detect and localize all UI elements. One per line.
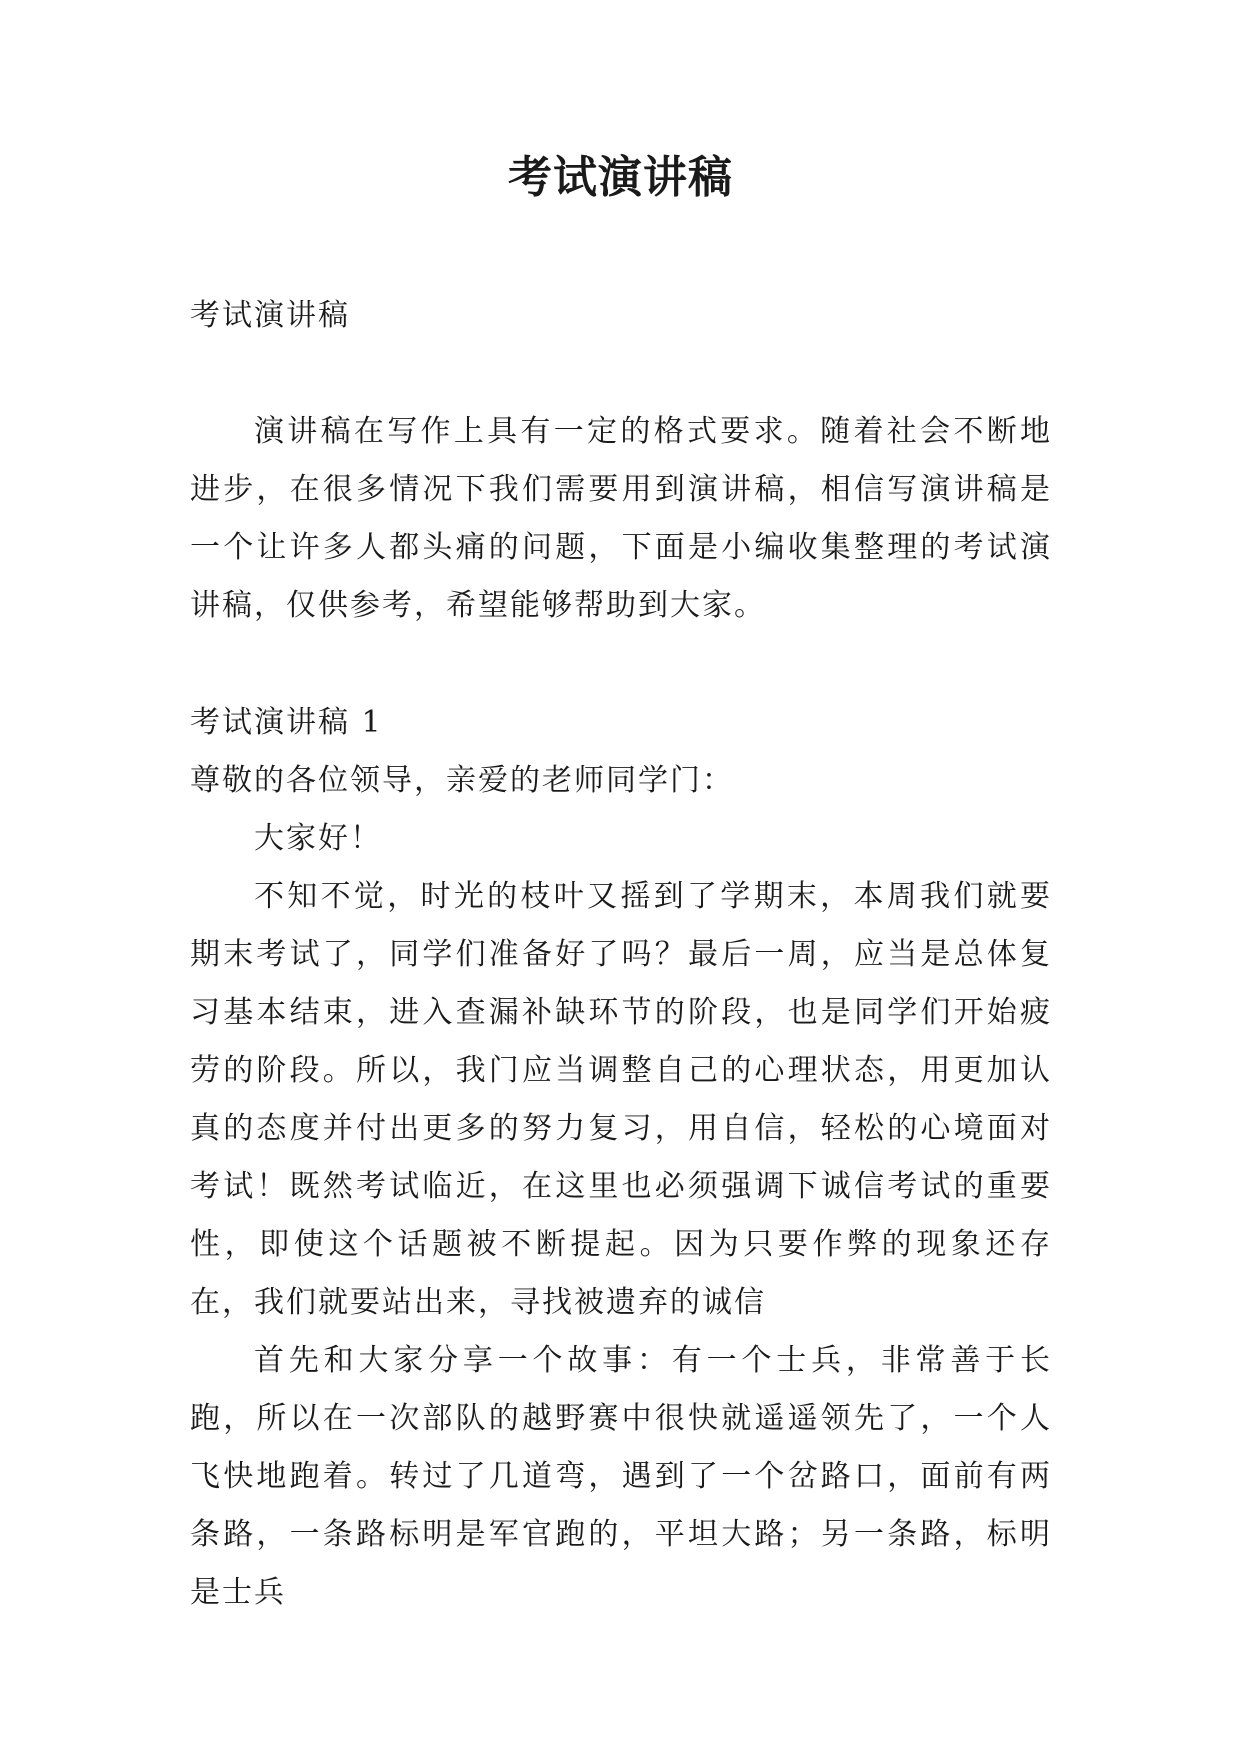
intro-paragraph: 演讲稿在写作上具有一定的格式要求。随着社会不断地进步，在很多情况下我们需要用到演讲稿，相信写演讲稿是一个让许多人都头痛的问题，下面是小编收集整理的考试演讲稿，仅供参考，希望能够帮助到大家。 xyxy=(190,414,1052,623)
document-title: 考试演讲稿 xyxy=(508,152,733,203)
document-subtitle: 考试演讲稿 xyxy=(190,298,350,333)
speech-heading: 考试演讲稿 1 xyxy=(190,705,383,740)
speech-paragraph: 首先和大家分享一个故事：有一个士兵，非常善于长跑，所以在一次部队的越野赛中很快就遥遥领先了，一个人飞快地跑着。转过了几道弯，遇到了一个岔路口，面前有两条路，一条路标明是军官跑的，平坦大路；另一条路，标明是士兵 xyxy=(190,1343,1052,1610)
speech-paragraph: 不知不觉，时光的枝叶又摇到了学期末，本周我们就要期末考试了，同学们准备好了吗？最后一周，应当是总体复习基本结束，进入查漏补缺环节的阶段，也是同学们开始疲劳的阶段。所以，我门应当调整自己的心理状态，用更加认真的态度并付出更多的努力复习，用自信，轻松的心境面对考试！既然考试临近，在这里也必须强调下诚信考试的重要性，即使这个话题被不断提起。因为只要作弊的现象还存在，我们就要站出来，寻找被遗弃的诚信 xyxy=(190,879,1052,1320)
speech-salutation: 尊敬的各位领导，亲爱的老师同学门： xyxy=(190,763,734,798)
speech-section xyxy=(190,694,1052,1622)
speech-greeting: 大家好！ xyxy=(254,821,382,856)
